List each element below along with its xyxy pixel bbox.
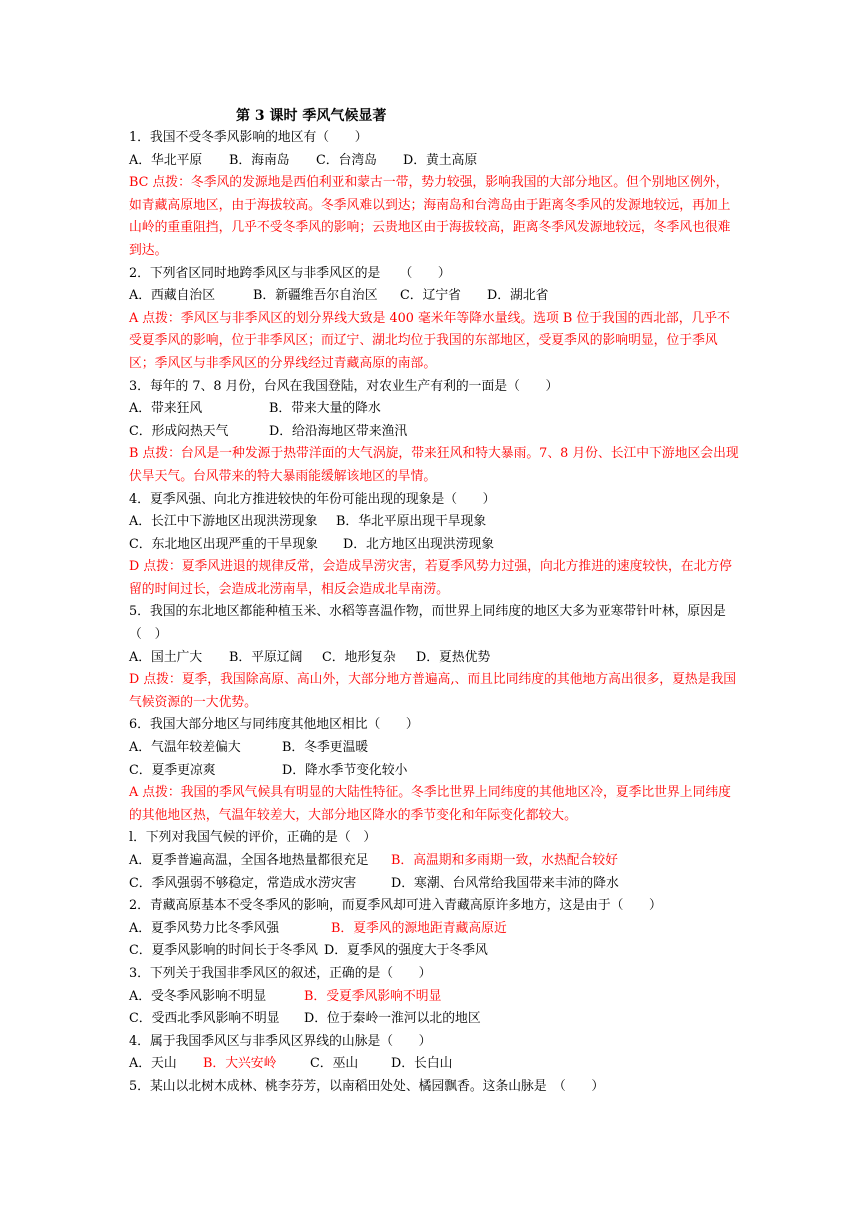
q4-options-row1: [129, 511, 739, 534]
p2-options-row2: [129, 940, 739, 963]
q3-stem: 3．每年的 7、8 月份，台风在我国登陆，对农业生产有利的一面是（ ）: [129, 378, 559, 394]
p1-option-d: D．寒潮、台风常给我国带来丰沛的降水: [391, 875, 619, 891]
p1-option-b-answer: B．高温期和多雨期一致，水热配合较好: [391, 853, 618, 868]
q4-option-b: B．华北平原出现干旱现象: [336, 514, 487, 530]
q1-option-a: A．华北平原: [129, 152, 203, 168]
p4-option-b-answer: B．大兴安岭: [203, 1056, 277, 1072]
q5-option-c: C．地形复杂: [322, 649, 396, 665]
p3-option-b-answer: B．受夏季风影响不明显: [304, 988, 442, 1004]
p4-stem: 4．属于我国季风区与非季风区界线的山脉是（ ）: [129, 1033, 432, 1049]
q1-option-d: D．黄土高原: [403, 152, 478, 168]
p3-option-c: C．受西北季风影响不明显: [129, 1011, 280, 1027]
q2-option-c: C．辽宁省: [400, 288, 461, 304]
p3-stem: 3．下列关于我国非季风区的叙述，正确的是（ ）: [129, 965, 432, 981]
q6-option-c: C．夏季更凉爽: [129, 762, 216, 778]
p2-option-c: C．夏季风影响的时间长于冬季风: [129, 943, 318, 959]
p1-options-row2: [129, 873, 739, 896]
question-list: [129, 127, 739, 1099]
q6-answer: A 点拨：我国的季风气候具有明显的大陆性特征。冬季比世界上同纬度的其他地区冷，夏季比世界上同纬度的其他地区热，气温年较差大，大部分地区降水的季节变化和年际变化都较大。: [129, 785, 731, 823]
q4-option-a: A．长江中下游地区出现洪涝现象: [129, 514, 318, 530]
p1-stem: l．下列对我国气候的评价，正确的是（ ）: [129, 830, 377, 846]
q4-stem: 4．夏季风强、向北方推进较快的年份可能出现的现象是（ ）: [129, 491, 496, 507]
q3-options-row2: [129, 421, 739, 444]
q5-option-b: B．平原辽阔: [229, 649, 303, 665]
q4-option-d: D．北方地区出现洪涝现象: [343, 536, 495, 552]
p4-options: [129, 1053, 739, 1076]
p3-options-row1: [129, 986, 739, 1009]
p1-option-a: A．夏季普遍高温，全国各地热量都很充足: [129, 853, 369, 868]
q3-answer: B 点拨：台风是一种发源于热带洋面的大气涡旋，带来狂风和特大暴雨。7、8 月份、长江中下游地区会出现伏旱天气。台风带来的特大暴雨能缓解该地区的旱情。: [129, 446, 739, 484]
q1-stem: 1．我国不受冬季风影响的地区有（ ）: [129, 130, 368, 145]
q3-option-d: D．给沿海地区带来渔汛: [269, 423, 408, 439]
q5-option-a: A．国土广大: [129, 649, 203, 665]
p5-stem: 5．某山以北树木成林、桃李芬芳，以南稻田处处、橘园飘香。这条山脉是 （ ）: [129, 1078, 605, 1094]
q5-option-d: D．夏热优势: [416, 649, 491, 665]
p3-option-a: A．受冬季风影响不明显: [129, 988, 267, 1004]
p3-option-d: D．位于秦岭一淮河以北的地区: [304, 1011, 481, 1027]
q6-option-a: A．气温年较差偏大: [129, 740, 241, 756]
p2-options-row1: [129, 918, 739, 941]
q6-options-row2: [129, 760, 739, 783]
p1-options-row1: [129, 850, 739, 873]
q1-options: [129, 150, 739, 173]
q1-option-c: C．台湾岛: [316, 152, 377, 168]
q4-answer: D 点拨：夏季风进退的规律反常，会造成旱涝灾害，若夏季风势力过强，向北方推进的速度较快，在北方停留的时间过长，会造成北涝南旱，相反会造成北旱南涝。: [129, 559, 732, 597]
q2-answer: A 点拨：季风区与非季风区的划分界线大致是 400 毫米年等降水量线。选项 B 位于我国的西北部，几乎不受夏季风的影响，位于非季风区；而辽宁、湖北均位于我国的东部地区，受夏季风的影响明显，位于季风区；季风区与非季风区的分界线经过青藏高原的南部。: [129, 310, 730, 371]
lesson-title: 第 3 课时 季风气候显著: [236, 108, 387, 124]
q4-options-row2: [129, 534, 739, 557]
q2-stem: 2．下列省区同时地跨季风区与非季风区的是 （ ）: [129, 265, 451, 281]
p4-option-d: D．长白山: [391, 1056, 453, 1072]
q6-stem: 6．我国大部分地区与同纬度其他地区相比（ ）: [129, 717, 419, 733]
q3-option-a: A．带来狂风: [129, 401, 203, 417]
p4-option-a: A．天山: [129, 1056, 177, 1072]
p2-stem: 2．青藏高原基本不受冬季风的影响，而夏季风却可进入青藏高原许多地方，这是由于（ ）: [129, 898, 662, 914]
p1-option-c: C．季风强弱不够稳定，常造成水涝灾害: [129, 875, 357, 891]
q4-option-c: C．东北地区出现严重的干旱现象: [129, 536, 318, 552]
q6-option-d: D．降水季节变化较小: [282, 762, 408, 778]
q5-stem: 5．我国的东北地区都能种植玉米、水稻等喜温作物，而世界上同纬度的地区大多为亚寒带针叶林，原因是（ ）: [129, 604, 726, 643]
q3-option-b: B．带来大量的降水: [269, 401, 381, 417]
p4-option-c: C．巫山: [310, 1056, 359, 1072]
q5-options: [129, 647, 739, 670]
q5-answer: D 点拨：夏季，我国除高原、高山外，大部分地方普遍高,、而且比同纬度的其他地方高出很多，夏热是我国气候资源的一大优势。: [129, 672, 737, 710]
q2-option-d: D．湖北省: [487, 288, 549, 304]
q3-options-row1: [129, 398, 739, 421]
p2-option-b-answer: B．夏季风的源地距青藏高原近: [331, 920, 507, 936]
q3-option-c: C．形成闷热天气: [129, 423, 229, 439]
q2-option-b: B．新疆维吾尔自治区: [253, 288, 378, 304]
q6-option-b: B．冬季更温暖: [282, 740, 369, 756]
p2-option-a: A．夏季风势力比冬季风强: [129, 920, 280, 936]
q1-option-b: B．海南岛: [229, 152, 290, 168]
p3-options-row2: [129, 1008, 739, 1031]
q2-options: [129, 285, 739, 308]
p2-option-d: D．夏季风的强度大于冬季风: [324, 943, 488, 959]
q6-options-row1: [129, 737, 739, 760]
q2-option-a: A．西藏自治区: [129, 288, 216, 304]
q1-answer: BC 点拨：冬季风的发源地是西伯利亚和蒙古一带，势力较强，影响我国的大部分地区。但个别地区例外，如青藏高原地区，由于海拔较高。冬季风难以到达；海南岛和台湾岛由于距离冬季风的发源地较远，再加上山岭的重重阻挡，几乎不受冬季风的影响；云贵地区由于海拔较高，距离冬季风发源地较远，冬季风也很难到达。: [129, 175, 731, 258]
